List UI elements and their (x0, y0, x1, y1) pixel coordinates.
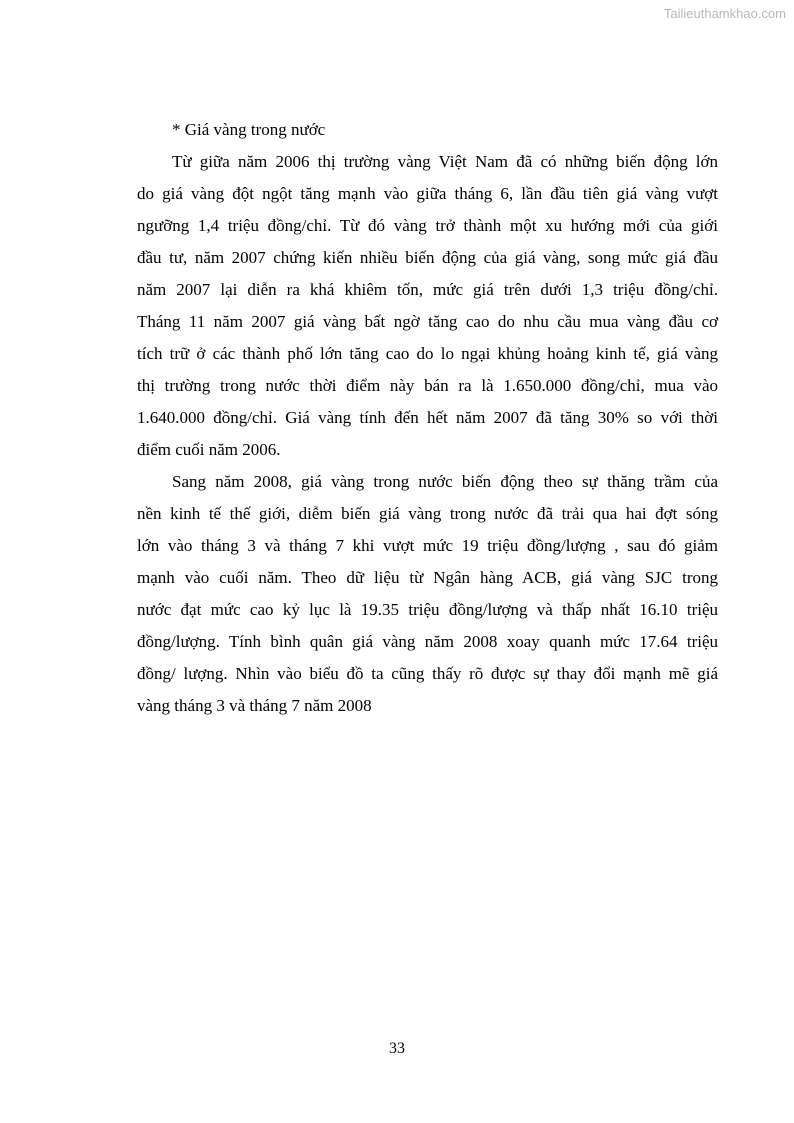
paragraph-line: lớn vào tháng 3 và tháng 7 khi vượt mức 19 triệu đồng/lượng , sau đó giảm (137, 536, 718, 555)
paragraph-line: vàng tháng 3 và tháng 7 năm 2008 (137, 696, 372, 715)
page-number: 33 (389, 1040, 405, 1057)
paragraph-line: tích trữ ở các thành phố lớn tăng cao do lo ngại khủng hoảng kinh tế, giá vàng (137, 344, 718, 363)
paragraph (137, 146, 718, 466)
document-body (137, 114, 718, 722)
paragraph-line: 1.640.000 đồng/chỉ. Giá vàng tính đến hết năm 2007 đã tăng 30% so với thời (137, 408, 718, 427)
paragraph-line: Tháng 11 năm 2007 giá vàng bất ngờ tăng cao do nhu cầu mua vàng đầu cơ (137, 312, 718, 331)
paragraph-line: mạnh vào cuối năm. Theo dữ liệu từ Ngân hàng ACB, giá vàng SJC trong (137, 568, 718, 587)
paragraph-line: nước đạt mức cao kỷ lục là 19.35 triệu đồng/lượng và thấp nhất 16.10 triệu (137, 600, 718, 619)
paragraph-line: năm 2007 lại diễn ra khá khiêm tốn, mức giá trên dưới 1,3 triệu đồng/chỉ. (137, 280, 718, 299)
paragraph-line: nền kinh tế thế giới, diễm biến giá vàng trong nước đã trải qua hai đợt sóng (137, 504, 718, 523)
paragraphs (137, 146, 718, 722)
watermark: Tailieuthamkhao.com (663, 6, 786, 21)
paragraph-line: Sang năm 2008, giá vàng trong nước biến động theo sự thăng trầm của (172, 472, 718, 491)
paragraph-line: đồng/ lượng. Nhìn vào biểu đồ ta cũng thấy rõ được sự thay đổi mạnh mẽ giá (137, 664, 718, 683)
paragraph-line: Từ giữa năm 2006 thị trường vàng Việt Nam đã có những biến động lớn (172, 152, 718, 171)
paragraph (137, 466, 718, 722)
paragraph-line: điểm cuối năm 2006. (137, 440, 281, 459)
paragraph-line: thị trường trong nước thời điểm này bán ra là 1.650.000 đồng/chỉ, mua vào (137, 376, 718, 395)
paragraph-line: ngưỡng 1,4 triệu đồng/chỉ. Từ đó vàng trở thành một xu hướng mới của giới (137, 216, 718, 235)
paragraph-line: đồng/lượng. Tính bình quân giá vàng năm 2008 xoay quanh mức 17.64 triệu (137, 632, 718, 651)
section-heading: * Giá vàng trong nước (172, 120, 326, 139)
paragraph-line: do giá vàng đột ngột tăng mạnh vào giữa tháng 6, lần đầu tiên giá vàng vượt (137, 184, 718, 203)
paragraph-line: đầu tư, năm 2007 chứng kiến nhiều biến động của giá vàng, song mức giá đầu (137, 248, 718, 267)
